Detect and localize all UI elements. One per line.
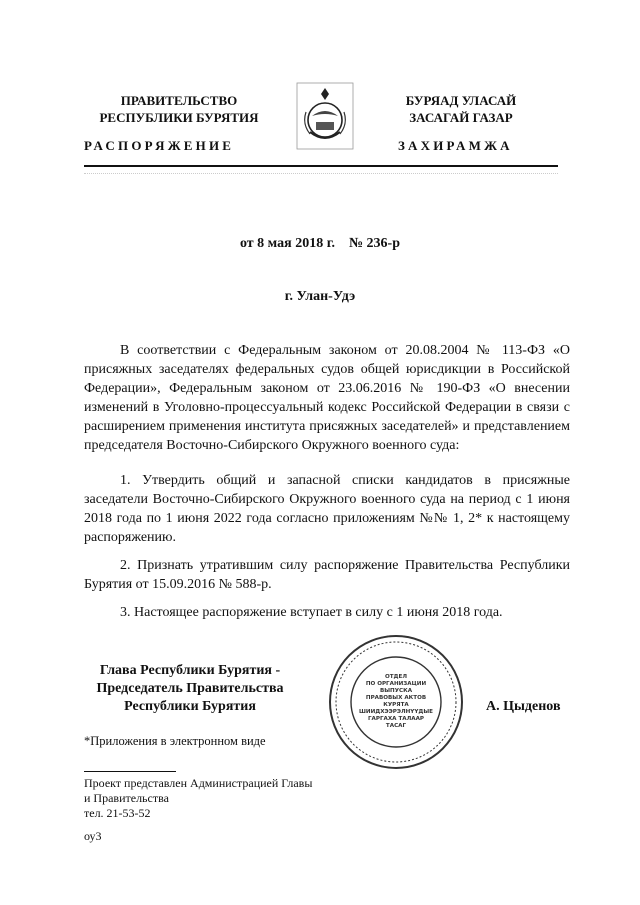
emblem-icon (296, 82, 354, 150)
signature-title-line2: Председатель Правительства (96, 681, 284, 696)
header-dotted-line (84, 173, 558, 175)
footer-line-2: и Правительства (84, 791, 169, 805)
stamp-line: ГАРГАХА ТАЛААР (367, 716, 425, 722)
footer-block (84, 776, 312, 844)
footer-divider (84, 771, 176, 772)
footer-line-1: Проект представлен Администрацией Главы (84, 776, 313, 790)
signature-title-line1: Глава Республики Бурятия - (99, 663, 281, 678)
header-right-line2: ЗАСАГАЙ ГАЗАР (409, 110, 513, 125)
doc-city: г. Улан-Удэ (284, 289, 356, 304)
body-item-1: 1. Утвердить общий и запасной списки кандидатов в присяжные заседатели Восточно-Сибирского Окружного военного суда на период с 1 июня 2018 года по 1 июня 2022 года согласно приложениям №№ 1, 2* к настоящему распоряжению. (84, 473, 570, 545)
doc-date: от 8 мая 2018 г. (239, 236, 335, 251)
signatory-name: А. Цыденов (486, 699, 561, 714)
doc-type-left: РАСПОРЯЖЕНИЕ (84, 138, 235, 153)
official-stamp (328, 634, 464, 770)
signature-title (80, 662, 300, 716)
footer-phone: тел. 21-53-52 (84, 806, 151, 820)
coat-of-arms-emblem (296, 82, 354, 150)
doc-date-number (0, 236, 640, 252)
stamp-line: КУРЯТА (383, 702, 409, 708)
header-left-line1: ПРАВИТЕЛЬСТВО (120, 93, 238, 108)
stamp-line: ОТДЕЛ (384, 674, 408, 680)
stamp-line: ТАСАГ (385, 723, 407, 729)
header-right-line1: БУРЯАД УЛАСАЙ (405, 93, 517, 108)
stamp-line: ШИИДХЭЭРЭЛНҮҮДЫЕ (358, 709, 433, 715)
body-intro: В соответствии с Федеральным законом от 20.08.2004 № 113-ФЗ «О присяжных заседателях федеральных судов общей юрисдикции в Российской Федерации», Федеральным законом от 23.06.2016 № 190-ФЗ «О внесении изменений в Уголовно-процессуальный кодекс Российской Федерации в связи с расширением применения института присяжных заседателей» и представлением председателя Восточно-Сибирского Окружного военного суда: (84, 343, 570, 453)
body-item-3: 3. Настоящее распоряжение вступает в силу с 1 июня 2018 года. (120, 605, 503, 620)
header-left-block (84, 92, 274, 126)
header-left-line2: РЕСПУБЛИКИ БУРЯТИЯ (99, 110, 259, 125)
footer-code: оу3 (84, 829, 102, 843)
stamp-line: ПРАВОВЫХ АКТОВ (365, 695, 427, 701)
stamp-center-text (350, 674, 442, 730)
signature-title-line3: Республики Бурятия (124, 699, 256, 714)
header-right-block (366, 92, 556, 126)
stamp-line: ВЫПУСКА (379, 688, 413, 694)
stamp-line: ПО ОРГАНИЗАЦИИ (365, 681, 427, 687)
body-item-2: 2. Признать утратившим силу распоряжение Правительства Республики Бурятия от 15.09.2016 № 588-р. (84, 558, 570, 592)
doc-type-right: ЗАХИРАМЖА (398, 138, 513, 153)
footnote-attachments: *Приложения в электронном виде (84, 734, 266, 748)
doc-number: № 236-р (348, 236, 401, 251)
header-divider (84, 165, 558, 167)
